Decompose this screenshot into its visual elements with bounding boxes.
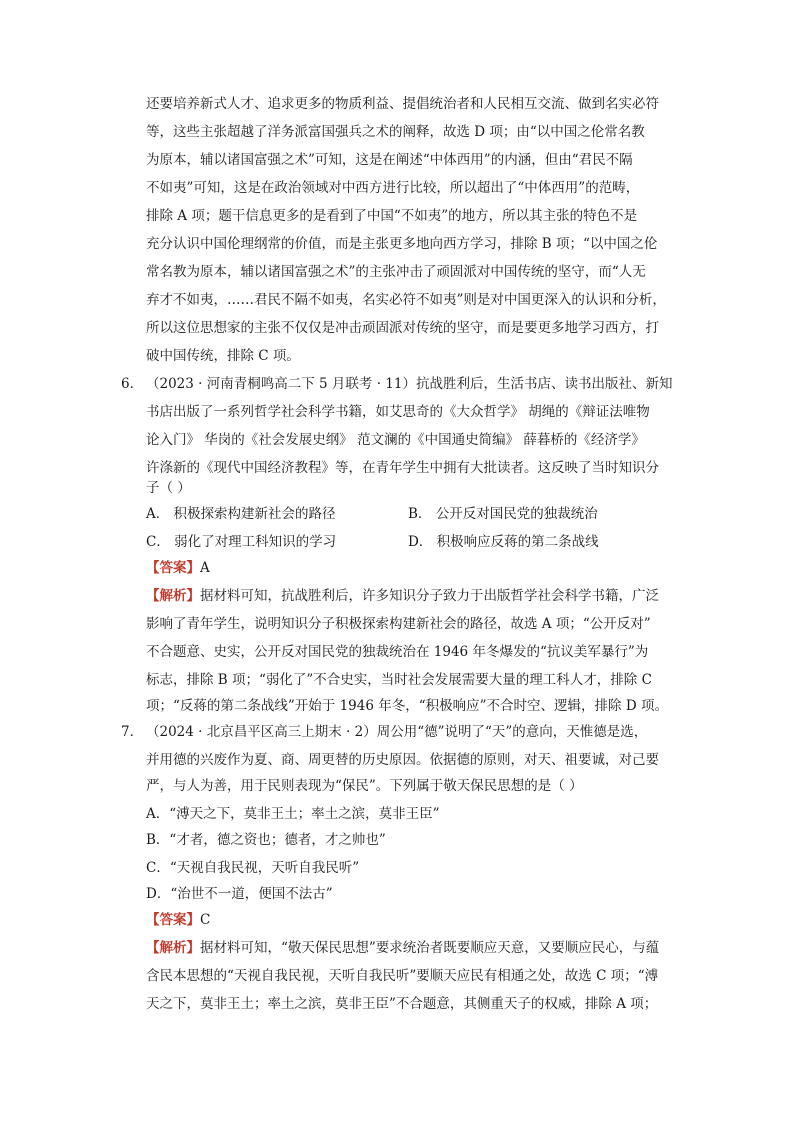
answer-tag: 【答案】	[146, 912, 200, 928]
question-number: 6．	[121, 376, 144, 392]
option-c: C．“天视自我民视，天听自我民听”	[146, 860, 360, 876]
text-line: 常名教为原本，辅以诸国富强之术”的主张冲击了顽固派对中国传统的坚守，而“人无	[146, 264, 646, 280]
text-line: 破中国传统，排除 C 项。	[146, 348, 300, 364]
text-line: 不如夷”可知，这是在政治领域对中西方进行比较，所以超出了“中体西用”的范畴，	[146, 180, 640, 196]
option-a: A． 积极探索构建新社会的路径	[146, 506, 336, 522]
analysis-line: 影响了青年学生，说明知识分子积极探索构建新社会的路径，故选 A 项；“公开反对”	[146, 616, 651, 632]
question-stem-line: 并用德的兴废作为夏、商、周更替的历史原因。依据德的原则，对天、祖要诚，对己要	[146, 752, 659, 768]
text-line: 还要培养新式人才、追求更多的物质利益、提倡统治者和人民相互交流、做到名实必符	[146, 96, 659, 112]
option-d: D．“治世不一道，便国不法古”	[146, 886, 333, 902]
analysis-text: 据材料可知，“敬天保民思想”要求统治者既要顺应天意，又要顺应民心，与蕴	[200, 940, 660, 956]
answer-value: C	[200, 912, 211, 928]
question-stem-line: （2023 · 河南青桐鸣高二下 5 月联考 · 11）抗战胜利后，生活书店、读书出版社、新知	[146, 376, 673, 392]
analysis-line: 项；“反蒋的第二条战线”开始于 1946 年冬，“积极响应”不合时空、逻辑，排除 D 项。	[146, 698, 668, 714]
analysis-text: 据材料可知，抗战胜利后，许多知识分子致力于出版哲学社会科学书籍，广泛	[200, 588, 659, 604]
question-stem-line: （2024 · 北京昌平区高三上期末 · 2）周公用“德”说明了“天”的意向，天惟德是选，	[146, 724, 648, 740]
text-line: 为原本，辅以诸国富强之术”可知，这是在阐述“中体西用”的内涵，但由“君民不隔	[146, 152, 633, 168]
analysis-line: 标志，排除 B 项；“弱化了”不合史实，当时社会发展需要大量的理工科人才，排除 C	[146, 672, 652, 688]
option-a: A．“溥天之下，莫非王土；率土之滨，莫非王臣”	[146, 806, 440, 822]
text-line: 排除 A 项；题干信息更多的是看到了中国“不如夷”的地方，所以其主张的特色不是	[146, 208, 638, 224]
analysis-tag: 【解析】	[146, 940, 200, 956]
analysis-line: 天之下，莫非王土；率土之滨，莫非王臣”不合题意，其侧重天子的权威，排除 A 项；	[146, 996, 658, 1012]
question-stem-line: 子（ ）	[146, 480, 191, 496]
analysis-line: 不合题意、史实，公开反对国民党的独裁统治在 1946 年冬爆发的“抗议美军暴行”为	[146, 644, 649, 660]
analysis-tag: 【解析】	[146, 588, 200, 604]
option-c: C． 弱化了对理工科知识的学习	[146, 534, 337, 550]
text-line: 所以这位思想家的主张不仅仅是冲击顽固派对传统的坚守，而是要更多地学习西方，打	[146, 320, 659, 336]
question-stem-line: 书店出版了一系列哲学社会科学书籍，如艾思奇的《大众哲学》 胡绳的《辩证法唯物	[146, 404, 650, 420]
analysis-line	[146, 582, 793, 610]
text-line: 充分认识中国伦理纲常的价值，而是主张更多地向西方学习，排除 B 项；“以中国之伦	[146, 236, 658, 252]
text-line: 等，这些主张超越了洋务派富国强兵之术的阐释，故选 D 项；由“以中国之伦常名教	[146, 124, 645, 140]
answer-line	[146, 554, 793, 582]
option-b: B． 公开反对国民党的独裁统治	[408, 506, 598, 522]
option-d: D． 积极响应反蒋的第二条战线	[408, 534, 599, 550]
text-line: 弃才不如夷，……君民不隔不如夷，名实必符不如夷”则是对中国更深入的认识和分析，	[146, 292, 666, 308]
question-number: 7．	[121, 724, 144, 740]
option-b: B．“才者，德之资也；德者，才之帅也”	[146, 832, 386, 848]
answer-value: A	[200, 560, 210, 576]
question-stem-line: 许涤新的《现代中国经济教程》等，在青年学生中拥有大批读者。这反映了当时知识分	[146, 460, 659, 476]
question-stem-line: 严，与人为善，用于民则表现为“保民”。下列属于敬天保民思想的是（ ）	[146, 778, 583, 794]
answer-line	[146, 906, 793, 934]
answer-tag: 【答案】	[146, 560, 200, 576]
question-stem-line: 论入门》 华岗的《社会发展史纲》 范文澜的《中国通史简编》 薛暮桥的《经济学》	[146, 432, 645, 448]
analysis-line: 含民本思想的“天视自我民视，天听自我民听”要顺天应民有相通之处，故选 C 项；“溥	[146, 968, 659, 984]
analysis-line	[146, 934, 793, 962]
